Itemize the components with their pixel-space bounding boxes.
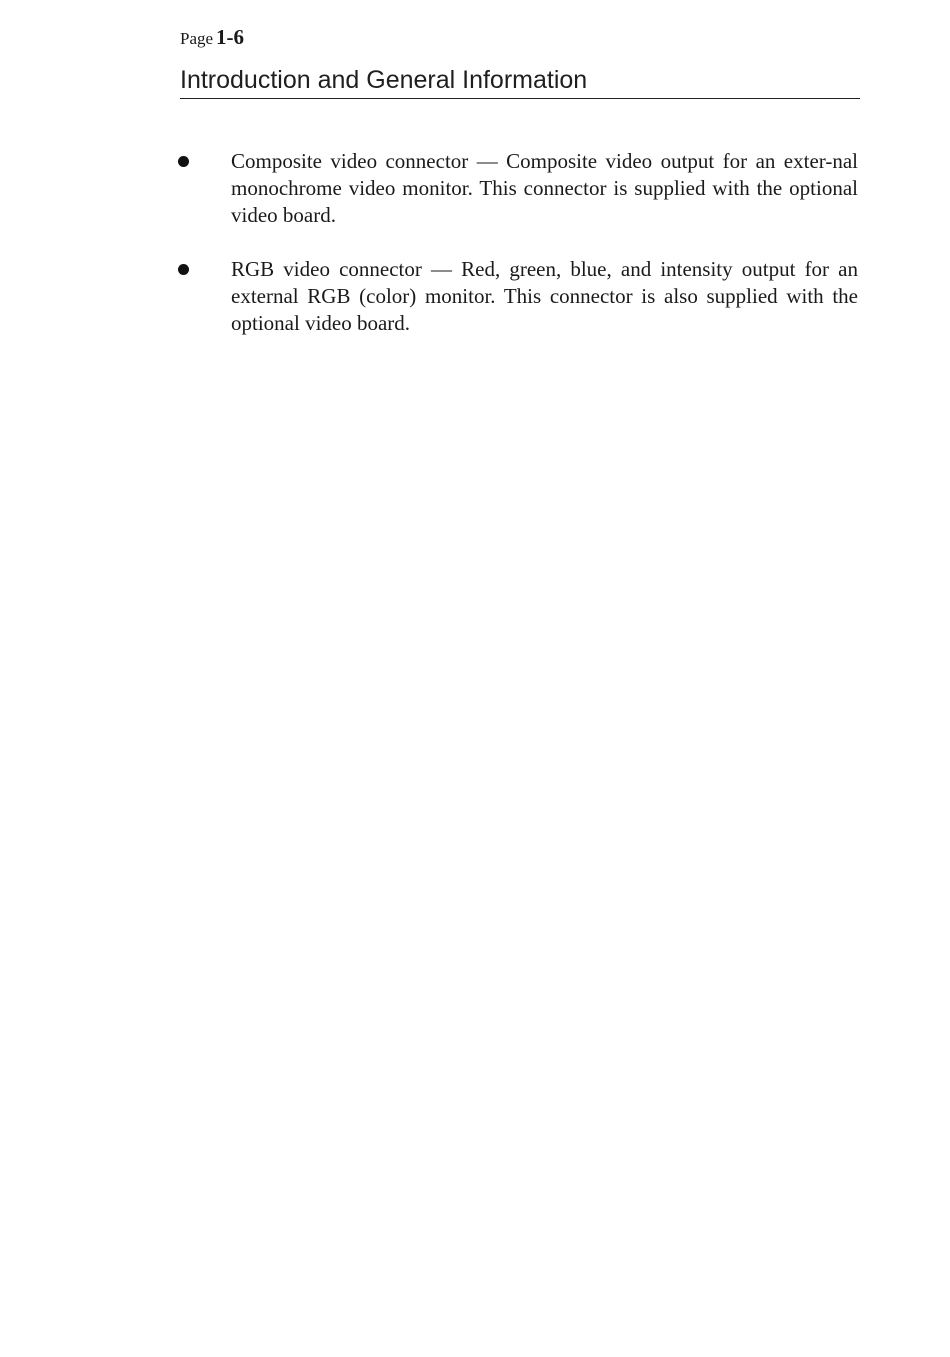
bullet-icon [178, 156, 189, 167]
page-number-value: 1-6 [216, 25, 245, 49]
title-rule [180, 98, 860, 99]
page-number-label: Page [180, 29, 214, 48]
page-number [180, 26, 244, 50]
list-item-text: Composite video connector — Composite video output for an exter-nal monochrome video monitor. This connector is supplied with the optional video board. [231, 149, 858, 227]
bullet-icon [178, 264, 189, 275]
bullet-list [176, 148, 858, 364]
list-item-text: RGB video connector — Red, green, blue, and intensity output for an external RGB (color) monitor. This connector is also supplied with the optional video board. [231, 257, 858, 335]
section-title: Introduction and General Information [180, 66, 588, 94]
list-item [176, 148, 858, 229]
list-item [176, 256, 858, 337]
